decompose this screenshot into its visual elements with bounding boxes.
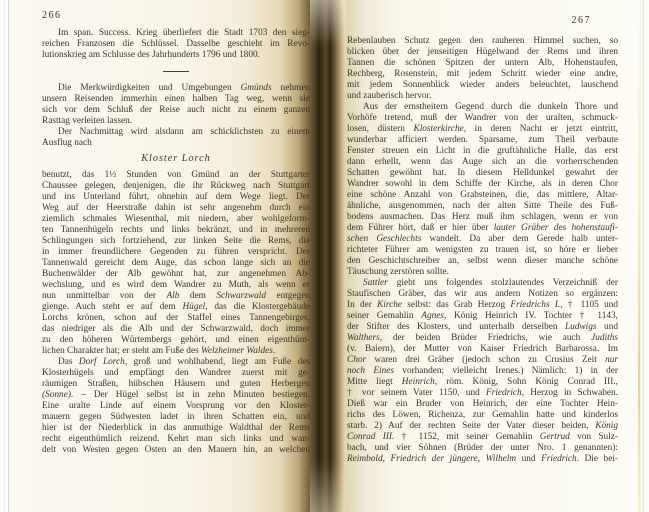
- text-line: starb. 2) Auf der rechten Seite der Vater dieser beiden, König: [347, 421, 618, 431]
- section-rule: [163, 71, 189, 72]
- text-line: Weg auf der Heerstraße dahin ist sehr angenehm durch ein: [42, 203, 310, 213]
- paragraph: [42, 28, 310, 61]
- text-line: Conrad III. † 1152, mit seiner Gemahlin Gertrud von Sulz-: [347, 432, 618, 442]
- text-line: Klosterhügels und empfängt den Wandrer zuerst mit ge-: [42, 368, 310, 378]
- text-line: Ausflug nach: [42, 138, 92, 148]
- text-line: lichen Charakter hat; er steht am Fuße des Welzheimer Waldes.: [42, 346, 276, 356]
- text-line: (v. Baiern), der Mutter von Kaiser Friedrich Barbarossa. Im: [347, 344, 618, 354]
- text-line: Fenster streuen ein Licht in die gruftähnliche Halle, das erst: [347, 146, 618, 156]
- text-line: das niedriger als die Alb und der Schwarzwald, doch immer: [42, 324, 310, 334]
- text-line: dem Führer hört, daß er hier über lauter Gräber des hohenstaufi-: [347, 223, 618, 233]
- text-line: ten Tannenhügeln rechts und links bekränzt, und in mehreren: [42, 225, 310, 235]
- text-line: der Stifter des Klosters, und unterhalb derselben Ludwigs und: [347, 322, 618, 332]
- text-line: mit jedem Sonnenblick wieder anders beleuchtet, lauschend: [347, 80, 618, 90]
- text-line: gienge. Auch steht er auf dem Hügel, das die Klostergebäude: [42, 302, 310, 312]
- text-line: Die Merkwürdigkeiten und Umgebungen Gmünds nehmen: [58, 83, 310, 93]
- page-number-right: 267: [571, 15, 591, 26]
- text-line: dann erhellt, wenn das Auge sich an die vorherrschenden: [347, 157, 618, 167]
- text-line: Aus der ernstheitern Gegend durch die dunkeln Thore und: [363, 102, 618, 112]
- text-line: Schlingungen sich fortziehend, zur linken Seite die Rems, die: [42, 236, 310, 246]
- text-line: und ins Unterland führt, ohnehin auf dem Wege liegt. Der: [42, 192, 310, 202]
- text-line: Rasttag verleiten lassen.: [42, 116, 133, 126]
- text-line: sich vor dem Schluß der Reise auch nicht zu einem ganzen: [42, 105, 310, 115]
- text-line: reichen Franzosen die Schlüssel. Dasselbe geschieht im Revo-: [42, 39, 310, 49]
- text-line: (Sonne). – Der Hügel selbst ist in zehn Minuten bestiegen.: [42, 390, 310, 400]
- text-line: richs des Löwen, Richenza, zur Gemahlin hatte und kinderlos: [347, 410, 618, 420]
- text-line: Buchenwälder der Alb gewöhnt hat, zur angenehmen Ab-: [42, 269, 310, 279]
- text-line: und zauberisch hervor.: [347, 91, 432, 101]
- text-line: Tannen die schönen Spitzen der untern Alb, Hohenstaufen,: [347, 58, 618, 68]
- text-line: Vorhöfe tretend, muß der Wandrer von der uralten, schmuck-: [347, 113, 618, 123]
- text-line: den Geschichtschreiber an, selbst wenn dieser manche schöne: [347, 256, 618, 266]
- right-page-text-column: [347, 36, 618, 465]
- section-break: [42, 61, 310, 83]
- paragraph: [42, 170, 310, 357]
- text-line: schen Geschlechts wandelt. Da aber dem Gerede halb unter-: [347, 234, 618, 244]
- text-line: eine schöne Anzahl von Grabsteinen, die, das mittlere, Altar-: [347, 190, 618, 200]
- text-line: In der Kirche selbst: das Grab Herzog Friedrichs I., † 1105 und: [347, 300, 618, 310]
- text-line: Mitte liegt Heinrich, röm. König, Sohn König Conrad III.,: [347, 377, 618, 387]
- text-line: ziemlich schmales Wiesenthal, mit niedern, aber wohlgeform-: [42, 214, 310, 224]
- text-line: bach, und vier Söhnen (Brüder der unter Nro. 1 genannten):: [347, 443, 618, 453]
- text-line: delt von Westen gegen Osten an den Mauern hin, an welchen: [42, 445, 310, 455]
- text-line: Chaussee gelegen, denjenigen, die ihr Rückweg nach Stuttgart: [42, 181, 310, 191]
- text-line: † vor seinem Vater 1150, und Friedrich, Herzog in Schwaben.: [347, 388, 618, 398]
- right-page: [346, 0, 643, 512]
- text-line: Rechberg, Rosenstein, mit jedem Schritt wieder eine andre,: [347, 69, 618, 79]
- text-line: Sattler giebt uns folgendes stolzlautendes Verzeichniß der: [363, 278, 618, 288]
- paragraph: [347, 36, 618, 102]
- text-line: Schatten gewöhnt hat. In diesem Helldunkel gewahrt der: [347, 168, 618, 178]
- text-line: bodens ausmachen. Das Herz muß ihm schlagen, wenn er von: [347, 212, 618, 222]
- text-line: lutionskrieg am Schlusse des Jahrhunderts 1796 und 1800.: [42, 50, 260, 60]
- text-line: unsern Reisenden immerhin einen halben Tag weg, wenn sie: [42, 94, 310, 104]
- text-line: Der Nachmittag wird alsdann am schicklichsten zu einem: [58, 127, 310, 137]
- page-edge-line: [4, 0, 5, 512]
- text-line: hier ist der Niederblick in das anmuthige Waldthal der Rems: [42, 423, 310, 433]
- text-line: Tannenwald gereicht dem Auge, das schon lange sich an die: [42, 258, 310, 268]
- paragraph: [347, 278, 618, 465]
- paragraph: [42, 83, 310, 127]
- text-line: wechslung, und es wird dem Wandrer zu Muth, als wenn er: [42, 280, 310, 290]
- text-line: mauern gegen Südwesten ladet in ihren Schatten ein, und: [42, 412, 310, 422]
- text-line: Das Dorf Lorch, groß und wohlhabend, liegt am Fuße des: [58, 357, 310, 367]
- text-line: benutzt, das 1½ Stunden von Gmünd an der Stuttgarter: [42, 170, 310, 180]
- page-number-left: 266: [42, 10, 62, 21]
- text-line: Reimbold, Friedrich der jüngere, Wilhelm und Friedrich. Die bei-: [347, 454, 618, 464]
- book-gutter: [310, 0, 346, 512]
- text-line: Staufischen Gräber, das wir aus andern Notizen so ergänzen:: [347, 289, 618, 299]
- text-line: Lorchs krönen, schon auf der Staffel eines Tannengebirges,: [42, 313, 310, 323]
- text-line: Chor waren drei Gräber (jedoch schon zu Crusius Zeit nur: [347, 355, 618, 365]
- paragraph: [42, 127, 310, 149]
- text-line: recht eigenthümlich reizend. Kehrt man sich links und wan-: [42, 434, 310, 444]
- paragraph: [347, 102, 618, 278]
- left-page-text-column: [42, 28, 310, 456]
- text-line: Walthers, der beiden Brüder Friedrichs, wie auch Judiths: [347, 333, 618, 343]
- text-line: zu den höheren Würtembergs gehört, und einen eigenthüm-: [42, 335, 310, 345]
- left-page: [9, 0, 310, 512]
- text-line: seiner Gemahlin Agnes, König Heinrich IV. Tochter † 1143,: [347, 311, 618, 321]
- text-line: Täuschung zerstören sollte.: [347, 267, 449, 277]
- paragraph: [42, 357, 310, 456]
- text-line: ähnliche, ausgenommen, nach der alten Sitte Theile des Fuß-: [347, 201, 618, 211]
- text-line: nun unmittelbar von der Alb dem Schwarzwald entgegen: [42, 291, 310, 301]
- text-line: Eine uralte Linde auf einem Vorsprung vor den Kloster-: [42, 401, 310, 411]
- text-line: noch Eines vorhanden; vielleicht Irenes.) Nämlich: 1) in der: [347, 366, 618, 376]
- text-line: Wandrer sowohl in dem Schiffe der Kirche, als in deren Chor: [347, 179, 618, 189]
- text-line: räumigen Straßen, hübschen Häusern und guten Herbergen: [42, 379, 310, 389]
- text-line: in immer freundlichere Gegenden zu führen verspricht. Der: [42, 247, 310, 257]
- text-line: losen, düstern Klosterkirche, in deren Nacht er jetzt eintritt,: [347, 124, 618, 134]
- text-line: richteter Führer am wenigsten zu trauen ist, so höre er lieber: [347, 245, 618, 255]
- chapter-heading: Kloster Lorch: [141, 153, 211, 164]
- text-line: Dieß war ein Bruder von Heinrich, der eine Tochter Hein-: [347, 399, 618, 409]
- text-line: blicken über der jenseitigen Hügelwand der Rems und ihren: [347, 47, 618, 57]
- text-line: wunderbar afficiert werden. Sparsame, zum Theil verbaute: [347, 135, 618, 145]
- page-edge-line: [643, 0, 644, 512]
- text-line: Rebenlauben Schutz gegen den rauheren Himmel suchen, so: [347, 36, 618, 46]
- text-line: Im span. Success. Krieg überliefert die Stadt 1703 den sieg-: [58, 28, 310, 38]
